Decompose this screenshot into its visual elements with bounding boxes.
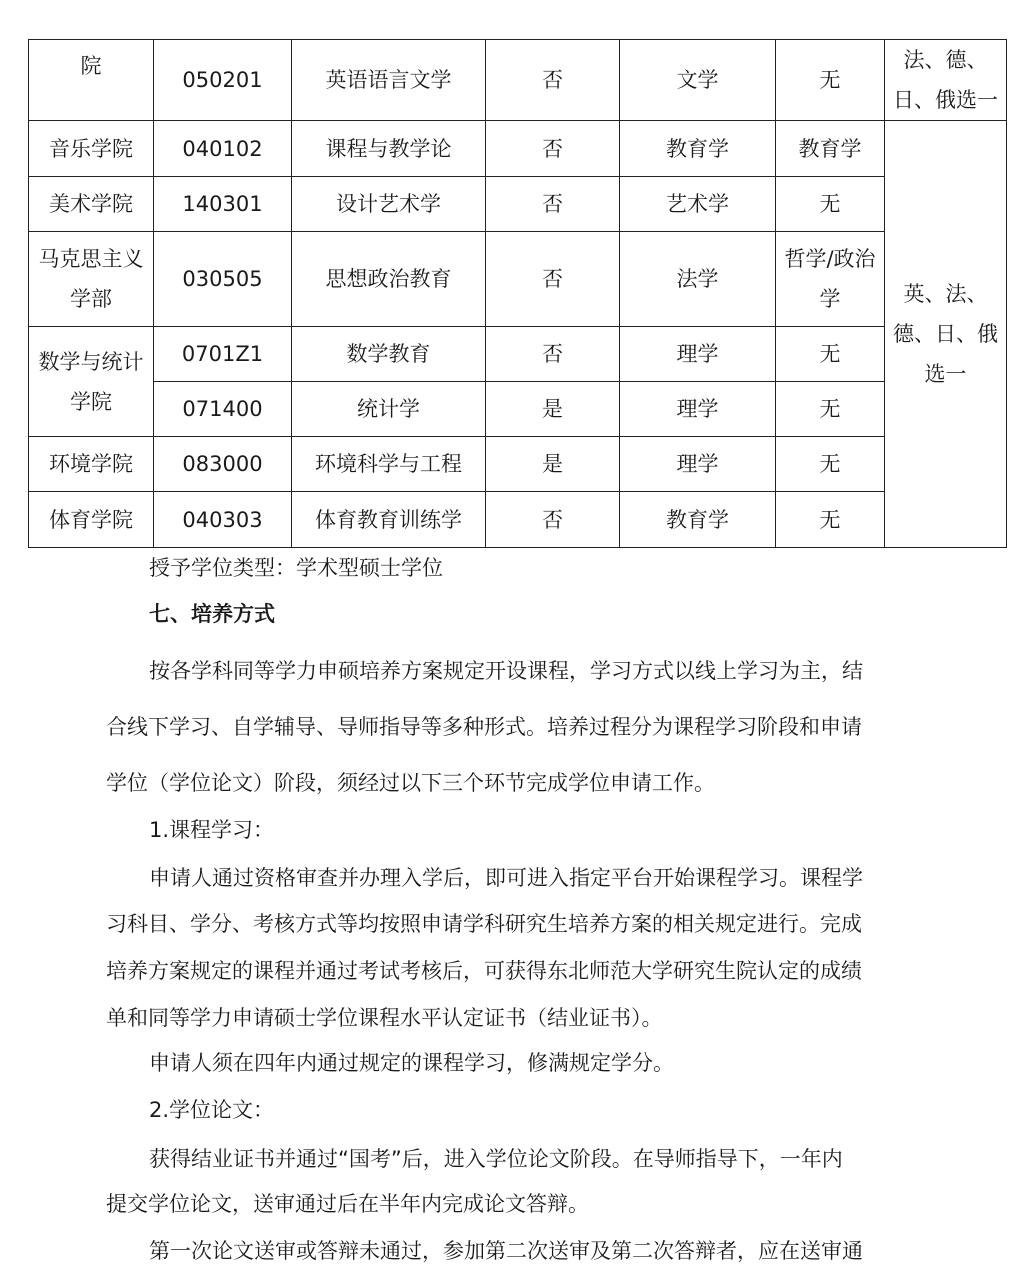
subheading: 2.学位论文：: [149, 1098, 275, 1122]
major-cell: 体育教育训练学: [292, 492, 486, 548]
extra-cell: 无: [776, 437, 885, 492]
category-cell: 理学: [620, 382, 776, 437]
flag-cell: 否: [486, 492, 620, 548]
section-heading: 七、培养方式: [149, 602, 275, 626]
major-cell: 英语语言文学: [292, 40, 486, 121]
category-cell: 教育学: [620, 492, 776, 548]
flag-cell: 是: [486, 382, 620, 437]
code-cell: 140301: [154, 177, 292, 232]
major-cell: 统计学: [292, 382, 486, 437]
paragraph-line: 申请人须在四年内通过规定的课程学习，修满规定学分。: [149, 1051, 674, 1075]
major-cell: 思想政治教育: [292, 232, 486, 327]
subheading: 1.课程学习：: [149, 818, 275, 842]
code-cell: 050201: [154, 40, 292, 121]
major-cell: 环境科学与工程: [292, 437, 486, 492]
extra-cell: 教育学: [776, 121, 885, 177]
code-cell: 071400: [154, 382, 292, 437]
paragraph-line: 第一次论文送审或答辩未通过，参加第二次送审及第二次答辩者，应在送审通: [149, 1239, 863, 1263]
paragraph-line: 培养方案规定的课程并通过考试考核后，可获得东北师范大学研究生院认定的成绩: [106, 959, 862, 983]
extra-cell: 无: [776, 177, 885, 232]
extra-cell: 无: [776, 382, 885, 437]
paragraph-line: 按各学科同等学力申硕培养方案规定开设课程，学习方式以线上学习为主，结: [149, 659, 863, 683]
flag-cell: 否: [486, 121, 620, 177]
extra-cell: 无: [776, 327, 885, 382]
code-cell: 040303: [154, 492, 292, 548]
paragraph-line: 学位（学位论文）阶段，须经过以下三个环节完成学位申请工作。: [106, 771, 715, 795]
code-cell: 0701Z1: [154, 327, 292, 382]
dept-cell: 体育学院: [29, 492, 154, 548]
table-row: [29, 327, 1007, 382]
category-cell: 教育学: [620, 121, 776, 177]
table-row: [29, 121, 1007, 177]
table-row: [29, 40, 1007, 121]
paragraph-line: 习科目、学分、考核方式等均按照申请学科研究生培养方案的相关规定进行。完成: [106, 912, 862, 936]
code-cell: 083000: [154, 437, 292, 492]
major-cell: 课程与教学论: [292, 121, 486, 177]
paragraph-line: 合线下学习、自学辅导、导师指导等多种形式。培养过程分为课程学习阶段和申请: [106, 715, 862, 739]
category-cell: 法学: [620, 232, 776, 327]
major-cell: 数学教育: [292, 327, 486, 382]
paragraph-line: 申请人通过资格审查并办理入学后，即可进入指定平台开始课程学习。课程学: [149, 866, 863, 890]
flag-cell: 是: [486, 437, 620, 492]
category-cell: 艺术学: [620, 177, 776, 232]
extra-cell: 无: [776, 492, 885, 548]
dept-cell: 院: [29, 40, 154, 121]
table-row: [29, 382, 1007, 437]
extra-cell: 无: [776, 40, 885, 121]
table-row: [29, 437, 1007, 492]
majors-table: [28, 39, 1007, 548]
dept-cell: 数学与统计学院: [29, 327, 154, 437]
table-row: [29, 232, 1007, 327]
flag-cell: 否: [486, 177, 620, 232]
code-cell: 030505: [154, 232, 292, 327]
flag-cell: 否: [486, 40, 620, 121]
dept-cell: 马克思主义学部: [29, 232, 154, 327]
paragraph-line: 提交学位论文，送审通过后在半年内完成论文答辩。: [106, 1192, 589, 1216]
major-cell: 设计艺术学: [292, 177, 486, 232]
language-cell: 法、德、日、俄选一: [885, 40, 1007, 121]
shared-language-cell: 英、法、德、日、俄选一: [885, 121, 1007, 548]
table-row: [29, 492, 1007, 548]
table-row: [29, 177, 1007, 232]
category-cell: 文学: [620, 40, 776, 121]
category-cell: 理学: [620, 437, 776, 492]
degree-type: 授予学位类型：学术型硕士学位: [149, 556, 443, 580]
dept-cell: 音乐学院: [29, 121, 154, 177]
category-cell: 理学: [620, 327, 776, 382]
flag-cell: 否: [486, 327, 620, 382]
code-cell: 040102: [154, 121, 292, 177]
paragraph-line: 单和同等学力申请硕士学位课程水平认定证书（结业证书）。: [106, 1006, 663, 1030]
dept-cell: 环境学院: [29, 437, 154, 492]
dept-cell: 美术学院: [29, 177, 154, 232]
extra-cell: 哲学/政治学: [776, 232, 885, 327]
paragraph-line: 获得结业证书并通过“国考”后，进入学位论文阶段。在导师指导下，一年内: [149, 1147, 843, 1171]
flag-cell: 否: [486, 232, 620, 327]
